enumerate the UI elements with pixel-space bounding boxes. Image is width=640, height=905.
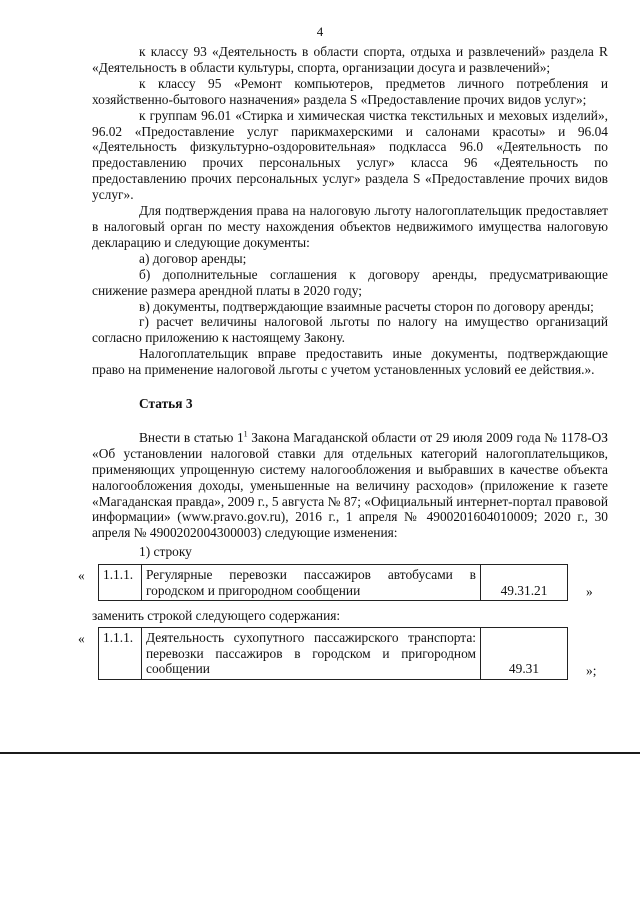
list-item: б) дополнительные соглашения к договору аренды, предусматривающие снижение размера арендной платы в 2020 году;: [92, 266, 608, 298]
close-quote: »: [586, 584, 593, 600]
replace-label: заменить строкой следующего содержания:: [92, 608, 341, 624]
article-text-rest: Закона Магаданской области от 29 июля 2009 года № 1178-ОЗ «Об установлении налоговой ставки для отдельных категорий налогоплательщиков, применяющих упрощенную систему налогообложения и выбравших в качестве объекта налогообложения доходы, уменьшенные на величину расходов» (приложение к газете «Магаданская правда», 2009 г., 5 августа № 87; «Официальный интернет-портал правовой информации» (www.pravo.gov.ru), 2016 г., 1 апреля № 4900201604010009; 2020 г., 30 апреля № 4900202004300003) следующие изменения:: [92, 429, 608, 541]
new-row-block: [78, 627, 608, 681]
article-text-start: Внести в статью 1: [139, 429, 244, 445]
open-quote: «: [78, 568, 85, 584]
old-row-block: [78, 564, 608, 601]
page-bottom-rule: [0, 752, 640, 754]
row-number: 1.1.1.: [99, 628, 142, 680]
new-row-table: [98, 627, 568, 680]
row-code: 49.31: [481, 628, 568, 680]
row-activity: Деятельность сухопутного пассажирского транспорта: перевозки пассажиров в городском и пригородном сообщении: [142, 628, 481, 680]
item-label: 1) строку: [139, 544, 192, 560]
list-item: а) договор аренды;: [139, 250, 247, 266]
paragraph: Налогоплательщик вправе предоставить иные документы, подтверждающие право на применение налоговой льготы с учетом установленных условий ее действия.».: [92, 346, 608, 378]
paragraph: к группам 96.01 «Стирка и химическая чистка текстильных и меховых изделий», 96.02 «Предоставление услуг парикмахерскими и салонами красоты» и 96.04 «Деятельность физкультурно-оздоровительная» подкласса 96.0 «Деятельность по предоставлению прочих персональных услуг» класса 96 «Деятельность по предоставлению прочих персональных услуг» раздела S «Предоставление прочих видов услуг».: [92, 107, 608, 203]
list-item: в) документы, подтверждающие взаимные расчеты сторон по договору аренды;: [139, 298, 594, 314]
article-heading: Статья 3: [139, 396, 193, 412]
row-number: 1.1.1.: [99, 565, 142, 601]
paragraph: к классу 93 «Деятельность в области спорта, отдыха и развлечений» раздела R «Деятельность в области культуры, спорта, организации досуга и развлечений»;: [92, 44, 608, 75]
table-row: [99, 565, 568, 601]
table-row: [99, 628, 568, 680]
old-row-table: [98, 564, 568, 601]
paragraph: к классу 95 «Ремонт компьютеров, предметов личного потребления и хозяйственно-бытового назначения» раздела S «Предоставление прочих видов услуг»;: [92, 75, 608, 107]
open-quote: «: [78, 631, 85, 647]
page-number: 4: [316, 24, 324, 39]
article-superscript: 1: [243, 429, 248, 439]
paragraph: Для подтверждения права на налоговую льготу налогоплательщик предоставляет в налоговый орган по месту нахождения объектов недвижимого имущества налоговую декларацию и следующие документы:: [92, 203, 608, 250]
document-body: [78, 44, 608, 681]
article-paragraph: [92, 430, 608, 541]
row-activity: Регулярные перевозки пассажиров автобусами в городском и пригородном сообщении: [142, 565, 481, 601]
close-quote: »;: [586, 663, 597, 679]
row-code: 49.31.21: [481, 565, 568, 601]
list-item: г) расчет величины налоговой льготы по налогу на имущество организаций согласно приложению к настоящему Закону.: [92, 314, 608, 346]
